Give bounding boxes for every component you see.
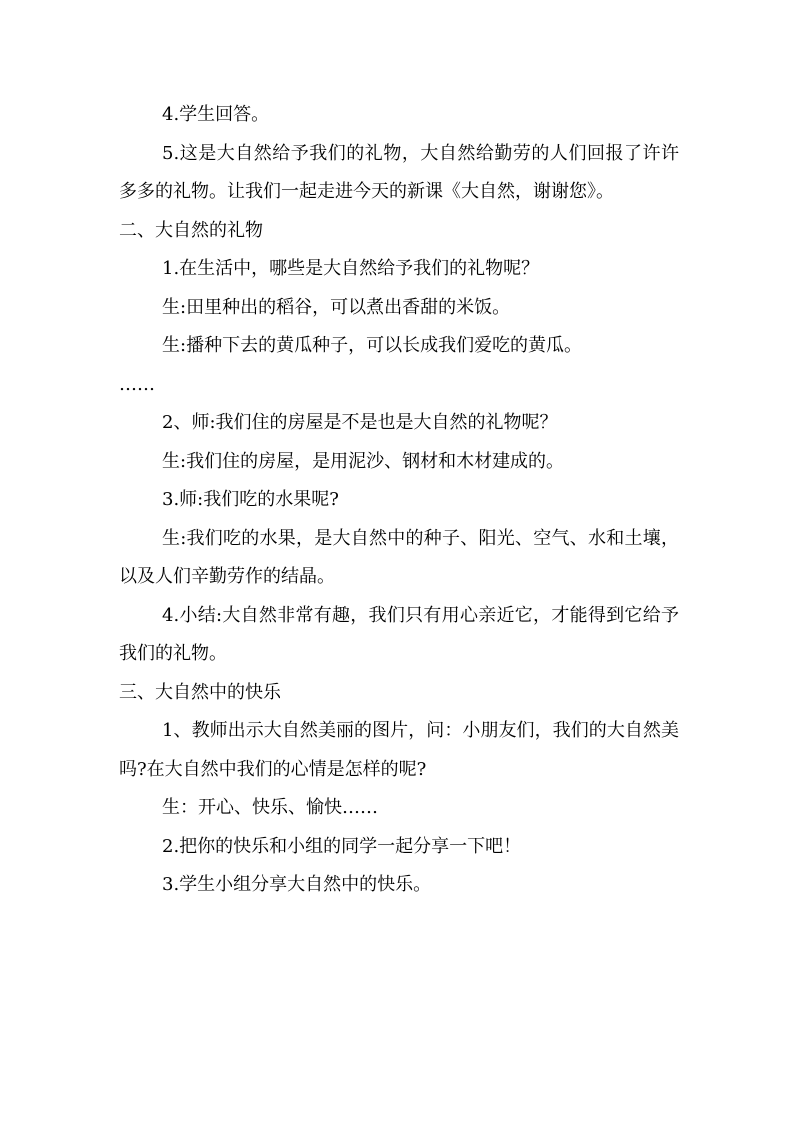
paragraph-share-joy: 2.把你的快乐和小组的同学一起分享一下吧！	[162, 835, 522, 857]
paragraph-student-answer: 4.学生回答。	[162, 104, 270, 125]
section-heading-nature-joy: 三、大自然中的快乐	[119, 681, 281, 703]
paragraph-summary: 4.小结:大自然非常有趣，我们只有用心亲近它，才能得到它给予我们的礼物。	[119, 604, 679, 664]
paragraph-answer-fruit: 生:我们吃的水果，是大自然中的种子、阳光、空气、水和土壤，以及人们辛勤劳作的结晶。	[119, 527, 679, 587]
paragraph-answer-house: 生:我们住的房屋，是用泥沙、钢材和木材建成的。	[162, 450, 565, 472]
paragraph-nature-gifts-intro: 5.这是大自然给予我们的礼物，大自然给勤劳的人们回报了许许多多的礼物。让我们一起走进今天的新课《大自然，谢谢您》。	[119, 142, 679, 202]
paragraph-answer-feelings: 生：开心、快乐、愉快……	[162, 797, 378, 818]
paragraph-ellipsis: ……	[119, 373, 155, 395]
paragraph-question-fruit: 3.师:我们吃的水果呢?	[162, 489, 339, 510]
paragraph-question-gifts: 1.在生活中，哪些是大自然给予我们的礼物呢？	[162, 258, 540, 279]
paragraph-answer-cucumber: 生:播种下去的黄瓜种子，可以长成我们爱吃的黄瓜。	[162, 335, 583, 356]
paragraph-teacher-pictures: 1、教师出示大自然美丽的图片，问：小朋友们，我们的大自然美吗?在大自然中我们的心情是怎样的呢?	[119, 720, 679, 780]
paragraph-group-share: 3.学生小组分享大自然中的快乐。	[162, 874, 432, 895]
document-body	[119, 96, 679, 905]
paragraph-answer-rice: 生:田里种出的稻谷，可以煮出香甜的米饭。	[162, 296, 511, 318]
paragraph-question-house: 2、师:我们住的房屋是不是也是大自然的礼物呢？	[162, 412, 558, 433]
section-heading-nature-gifts: 二、大自然的礼物	[119, 219, 263, 241]
